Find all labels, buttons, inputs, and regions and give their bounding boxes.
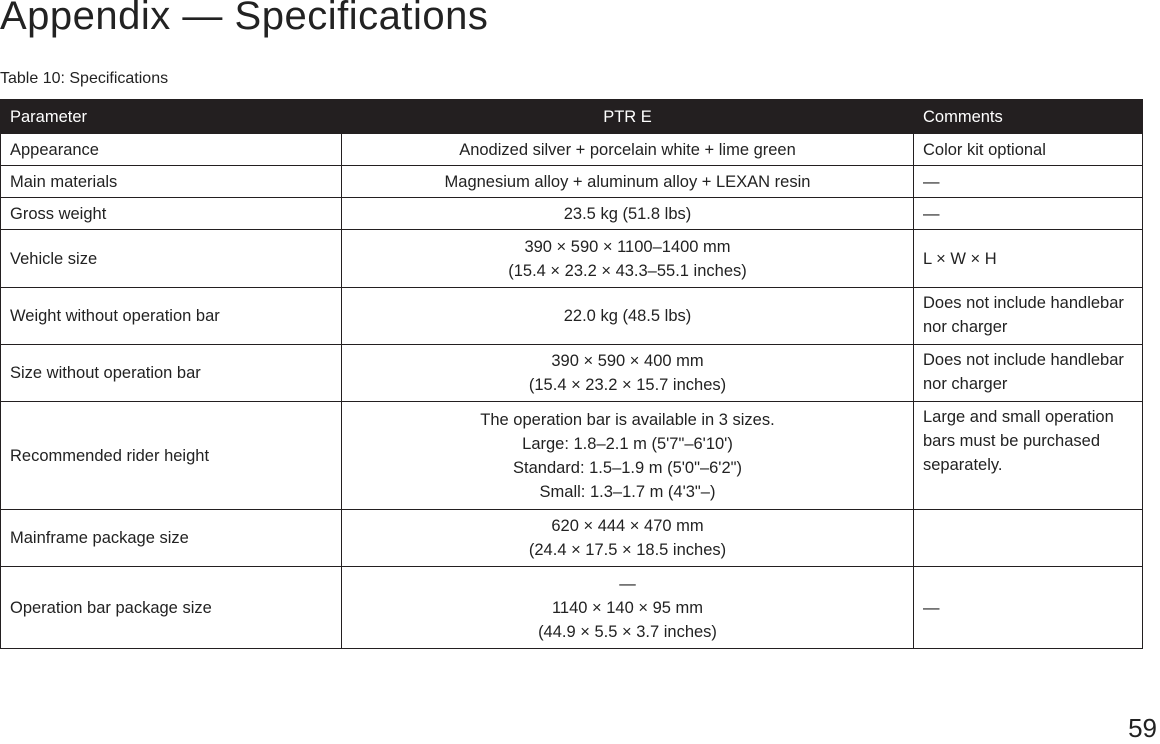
table-caption: Table 10: Specifications bbox=[0, 70, 169, 87]
value-line: (44.9 × 5.5 × 3.7 inches) bbox=[538, 622, 717, 641]
table-row bbox=[1, 198, 1143, 230]
value-line: 390 × 590 × 400 mm bbox=[551, 352, 704, 370]
table-row bbox=[1, 567, 1143, 649]
table-header bbox=[1, 100, 1143, 134]
value-cell bbox=[342, 345, 914, 402]
param-cell: Recommended rider height bbox=[1, 402, 342, 510]
param-cell: Gross weight bbox=[1, 198, 342, 230]
value-line: Small: 1.3–1.7 m (4'3"–) bbox=[539, 482, 716, 501]
table-row bbox=[1, 166, 1143, 198]
page-number: 59 bbox=[1128, 713, 1157, 743]
value-cell bbox=[342, 510, 914, 567]
comment-cell: Color kit optional bbox=[914, 134, 1143, 166]
value-line: The operation bar is available in 3 sizes. bbox=[480, 410, 775, 429]
param-cell: Operation bar package size bbox=[1, 567, 342, 649]
value-cell bbox=[342, 134, 914, 166]
param-cell: Vehicle size bbox=[1, 230, 342, 288]
value-line: Large: 1.8–2.1 m (5'7"–6'10') bbox=[522, 434, 733, 453]
spec-table bbox=[0, 99, 1143, 649]
value-line: Magnesium alloy + aluminum alloy + LEXAN resin bbox=[444, 172, 811, 191]
comment-cell: — bbox=[914, 198, 1143, 230]
table-row bbox=[1, 134, 1143, 166]
comment-cell: — bbox=[914, 567, 1143, 649]
value-line: — bbox=[619, 574, 636, 593]
value-cell bbox=[342, 288, 914, 345]
value-line: 1140 × 140 × 95 mm bbox=[551, 598, 704, 617]
param-cell: Main materials bbox=[1, 166, 342, 198]
value-line: 620 × 444 × 470 mm bbox=[551, 517, 704, 535]
value-line: Anodized silver + porcelain white + lime green bbox=[459, 140, 796, 159]
table-row bbox=[1, 402, 1143, 510]
comment-cell: Does not include handlebar nor charger bbox=[914, 288, 1143, 345]
value-cell bbox=[342, 402, 914, 510]
value-cell bbox=[342, 230, 914, 288]
param-cell: Appearance bbox=[1, 134, 342, 166]
comment-cell bbox=[914, 510, 1143, 567]
header-parameter: Parameter bbox=[1, 100, 342, 134]
value-line: Standard: 1.5–1.9 m (5'0"–6'2") bbox=[513, 458, 742, 477]
table-row bbox=[1, 510, 1143, 567]
header-comments: Comments bbox=[914, 100, 1143, 134]
comment-cell: Does not include handlebar nor charger bbox=[914, 345, 1143, 402]
value-line: (15.4 × 23.2 × 43.3–55.1 inches) bbox=[508, 261, 747, 280]
value-line: 22.0 kg (48.5 lbs) bbox=[563, 307, 692, 325]
comment-cell: Large and small operation bars must be purchased separately. bbox=[914, 402, 1143, 510]
page-title: Appendix — Specifications bbox=[0, 0, 489, 38]
param-cell: Weight without operation bar bbox=[1, 288, 342, 345]
comment-cell: — bbox=[914, 166, 1143, 198]
param-cell: Size without operation bar bbox=[1, 345, 342, 402]
header-ptr-e: PTR E bbox=[342, 100, 914, 134]
value-cell bbox=[342, 567, 914, 649]
value-cell bbox=[342, 198, 914, 230]
table-row bbox=[1, 288, 1143, 345]
value-line: (15.4 × 23.2 × 15.7 inches) bbox=[528, 376, 727, 394]
value-line: 23.5 kg (51.8 lbs) bbox=[563, 204, 692, 223]
value-cell bbox=[342, 166, 914, 198]
value-line: (24.4 × 17.5 × 18.5 inches) bbox=[528, 541, 727, 559]
comment-cell: L × W × H bbox=[914, 230, 1143, 288]
value-line: 390 × 590 × 1100–1400 mm bbox=[524, 237, 731, 256]
table-row bbox=[1, 345, 1143, 402]
param-cell: Mainframe package size bbox=[1, 510, 342, 567]
table-row bbox=[1, 230, 1143, 288]
